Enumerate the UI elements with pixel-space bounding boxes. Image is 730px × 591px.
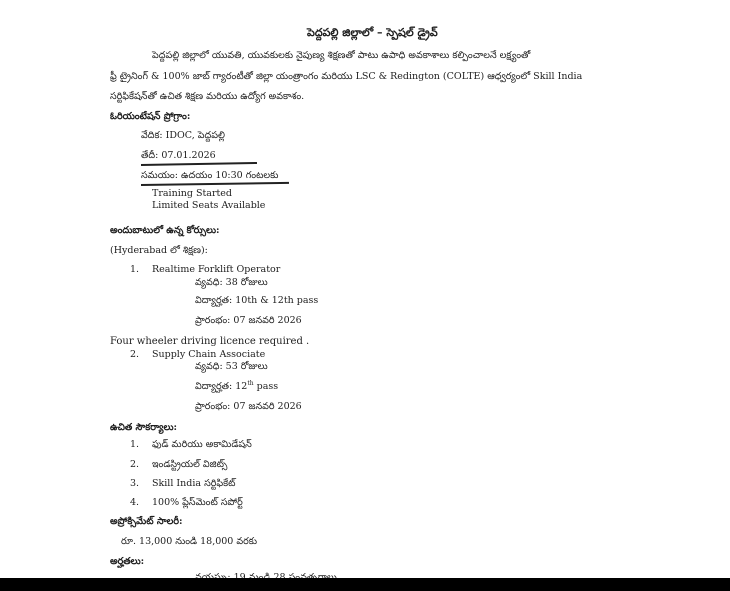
benefit-1-text: ఫుడ్ మరియు అకామిడేషన్ — [152, 439, 252, 450]
salary-value: రూ. 13,000 నుండి 18,000 వరకు — [121, 536, 257, 547]
courses-location: (Hyderabad లో శిక్షణ): — [110, 245, 208, 256]
benefit-4-text: 100% ప్లేస్‌మెంట్ సపోర్ట్ — [152, 497, 243, 508]
course-1-start: ప్రారంభం: 07 జనవరి 2026 — [195, 315, 302, 326]
orientation-heading: ఓరియంటేషన్ ప్రోగ్రాం: — [110, 111, 191, 122]
course-2-start: ప్రారంభం: 07 జనవరి 2026 — [195, 401, 302, 412]
benefit-3-text: Skill India సర్టిఫికేట్ — [152, 478, 236, 489]
course-1-number: 1. — [130, 264, 140, 275]
eligibility-heading: అర్హతలు: — [110, 556, 145, 567]
bottom-black-bar — [0, 578, 730, 591]
course-2-name: Supply Chain Associate — [152, 349, 266, 360]
orientation-date: తేదీ: 07.01.2026 — [141, 150, 216, 161]
course-1-name: Realtime Forklift Operator — [152, 264, 281, 275]
salary-heading: అప్రోక్సిమేట్ సాలరీ: — [110, 516, 183, 527]
course-2-qualification: విద్యార్హత: 12th pass — [195, 380, 279, 393]
benefits-heading: ఉచిత సౌకర్యాలు: — [110, 422, 178, 433]
course-2-number: 2. — [130, 349, 140, 360]
benefit-2-text: ఇండస్ట్రియల్ విజిట్స్ — [152, 459, 228, 470]
intro-line-1: పెద్దపల్లి జిల్లాలో యువతి, యువకులకు నైపుణ్య శిక్షణతో పాటు ఉపాధి అవకాశాలు కల్పించాలనే లక్ష్యంతో — [152, 50, 531, 61]
orientation-status-training: Training Started — [152, 188, 233, 199]
document-title: పెద్దపల్లి జిల్లాలో – స్పెషల్ డ్రైవ్ — [307, 26, 438, 39]
course-1-qualification: విద్యార్హత: 10th & 12th pass — [195, 295, 319, 306]
intro-line-2: ఫ్రీ ట్రైనింగ్ & 100% జాబ్ గ్యారంటీతో జిల్లా యంత్రాంగం మరియు LSC & Redington (COLTE) ఆధ్వర్యంలో Skill India — [110, 71, 583, 82]
intro-line-3: సర్టిఫికేషన్‌తో ఉచిత శిక్షణ మరియు ఉద్యోగ అవకాశం. — [110, 91, 305, 102]
course-2-duration: వ్యవధి: 53 రోజులు — [195, 361, 268, 372]
handwritten-underline-date — [141, 162, 257, 166]
benefit-1-number: 1. — [130, 439, 140, 450]
orientation-time: సమయం: ఉదయం 10:30 గంటలకు — [141, 170, 279, 181]
course-1-duration: వ్యవధి: 38 రోజులు — [195, 277, 268, 288]
licence-note: Four wheeler driving licence required . — [110, 336, 310, 347]
courses-heading: అందుబాటులో ఉన్న కోర్సులు: — [110, 225, 220, 236]
orientation-venue: వేదిక: IDOC, పెద్దపల్లి — [141, 130, 225, 141]
benefit-3-number: 3. — [130, 478, 140, 489]
benefit-4-number: 4. — [130, 497, 140, 508]
orientation-status-seats: Limited Seats Available — [152, 200, 266, 211]
benefit-2-number: 2. — [130, 459, 140, 470]
handwritten-underline-time — [141, 182, 289, 186]
